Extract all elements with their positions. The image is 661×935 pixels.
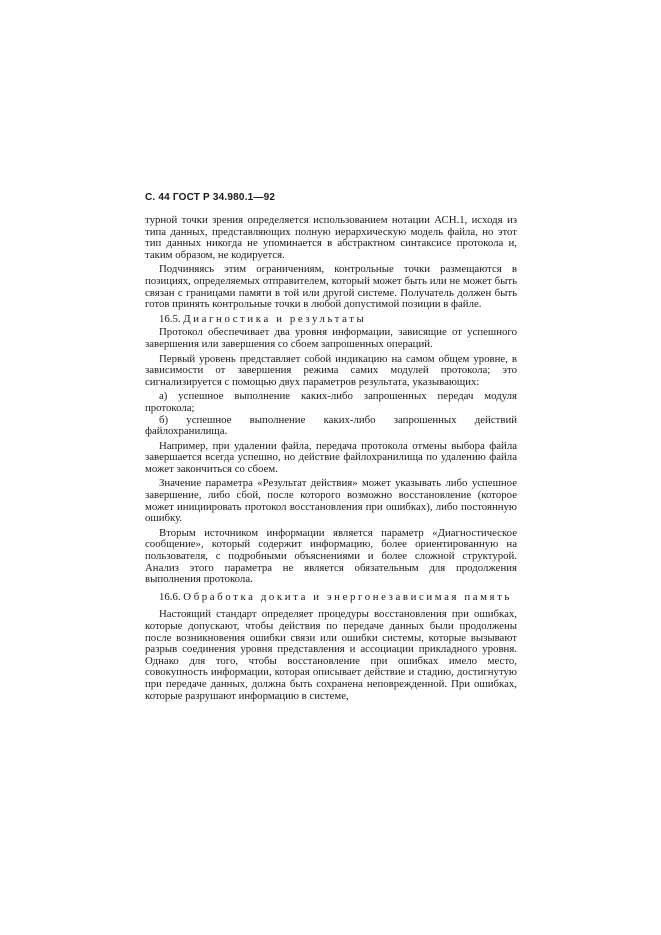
section-heading-16-5: [145, 314, 517, 326]
paragraph-action-result: Значение параметра «Результат действия» может указывать либо успешное завершение, либо сбой, после которого возможно восстановление (которое может инициировать протокол восстановления при ошибках), либо постоянную ошибку.: [145, 477, 517, 525]
list-item-b: б) успешное выполнение каких-либо запрошенных действий файлохранилища.: [145, 413, 517, 438]
paragraph-two-levels: Протокол обеспечивает два уровня информации, зависящие от успешного завершения или завершения со сбоем запрошенных операций.: [145, 326, 517, 350]
section-number: 16.5.: [159, 312, 181, 325]
paragraph-recovery: Настоящий стандарт определяет процедуры восстановления при ошибках, которые допускают, чтобы действия по передаче данных были продолжены после возникновения ошибки связи или ошибки системы, которые вызывают разрыв соединения уровня представления и ассоциации прикладного уровня. Однако для того, чтобы восстановление при ошибках имело место, совокупность информации, которая описывает действие и стадию, достигнутую при передаче данных, должна быть сохранена неповрежденной. При ошибках, которые разрушают информацию в системе,: [145, 608, 517, 702]
paragraph-example: Например, при удалении файла, передача протокола отмены выбора файла завершается всегда успешно, но действие файлохранилища по удалению файла может закончиться со сбоем.: [145, 439, 517, 475]
paragraph-continuation: турной точки зрения определяется использованием нотации АСН.1, исходя из типа данных, представляющих полную иерархическую модель файла, но этот тип данных никогда не упоминается в абстрактном синтаксисе протокола и, таким образом, не кодируется.: [145, 214, 517, 261]
paragraph-diagnostic-message: Вторым источником информации является параметр «Диагностическое сообщение», который содержит информацию, более ориентированную на пользователя, с подробными объяснениями и более сложной структурой. Анализ этого параметра не является обязательным для продолжения выполнения протокола.: [145, 526, 517, 586]
section-title: Диагностика и результаты: [183, 312, 367, 325]
section-number: 16.6.: [159, 590, 181, 603]
paragraph-first-level: Первый уровень представляет собой индикацию на самом общем уровне, в зависимости от завершения режима самих модулей протокола; это сигнализируется с помощью двух параметров результата, указывающих:: [145, 352, 517, 388]
page-header: С. 44 ГОСТ Р 34.980.1—92: [145, 192, 276, 203]
document-page: [145, 192, 517, 705]
list-item-a: а) успешное выполнение каких-либо запрошенных передач модуля протокола;: [145, 390, 517, 414]
paragraph-checkpoints: Подчиняясь этим ограничениям, контрольные точки размещаются в позициях, определяемых отправителем, который может быть или не может быть связан с границами памяти в той или другой системе. Получатель должен быть готов принять контрольные точки в любой допустимой позиции в файле.: [145, 263, 517, 311]
section-title: Обработка докита и энергонезависимая память: [183, 590, 512, 603]
document-body: [145, 215, 517, 702]
section-heading-16-6: [145, 592, 517, 604]
